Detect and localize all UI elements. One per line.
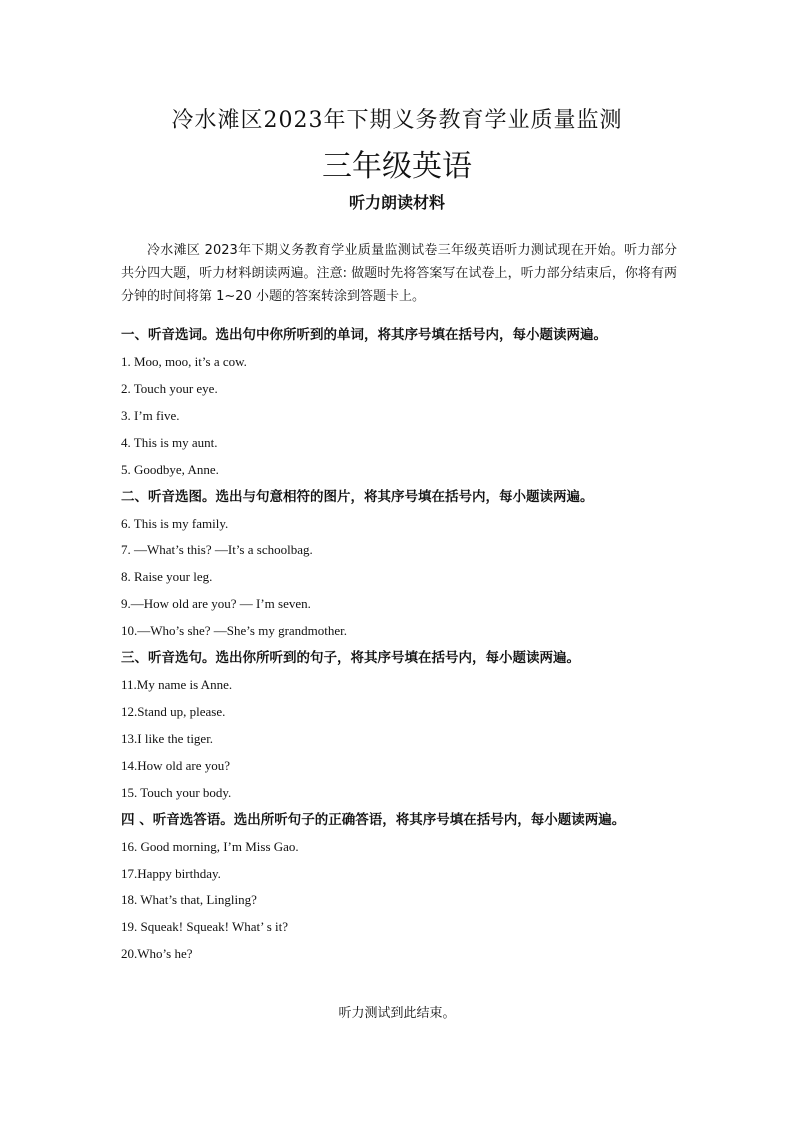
list-item: 12.Stand up, please. xyxy=(121,703,226,719)
list-item: 6. This is my family. xyxy=(121,515,229,531)
list-item: 4. This is my aunt. xyxy=(121,434,218,450)
listening-material-subtitle: 听力朗读材料 xyxy=(348,193,445,212)
list-item: 8. Raise your leg. xyxy=(121,569,213,585)
list-item: 20.Who’s he? xyxy=(121,946,193,962)
list-item: 14.How old are you? xyxy=(121,757,231,773)
list-item: 1. Moo, moo, it’s a cow. xyxy=(121,354,247,369)
list-item: 15. Touch your body. xyxy=(121,784,232,800)
section-heading: 二、听音选图。选出与句意相符的图片，将其序号填在括号内，每小题读两遍。 xyxy=(121,488,594,505)
list-item: 17.Happy birthday. xyxy=(121,865,221,881)
list-item: 7. —What’s this? —It’s a schoolbag. xyxy=(121,542,313,558)
list-item: 18. What’s that, Lingling? xyxy=(121,892,257,908)
list-item: 11.My name is Anne. xyxy=(121,677,233,693)
list-item: 2. Touch your eye. xyxy=(121,380,218,396)
intro-paragraph: 冷水滩区 2023年下期义务教育学业质量监测试卷三年级英语听力测试现在开始。听力部分共分四大题，听力材料朗读两遍。注意: 做题时先将答案写在试卷上，听力部分结束后，你将有两分钟的时间将第 1~20 小题的答案转涂到答题卡上。 xyxy=(121,243,677,304)
list-item: 16. Good morning, I’m Miss Gao. xyxy=(121,838,299,854)
list-item: 13.I like the tiger. xyxy=(121,730,214,746)
section-heading: 四 、听音选答语。选出所听句子的正确答语，将其序号填在括号内，每小题读两遍。 xyxy=(121,811,626,828)
sections-container xyxy=(121,322,691,968)
list-item: 5. Goodbye, Anne. xyxy=(121,461,219,477)
list-item: 19. Squeak! Squeak! What’ s it? xyxy=(121,919,289,935)
section-heading: 一、听音选词。选出句中你所听到的单词，将其序号填在括号内，每小题读两遍。 xyxy=(121,327,607,343)
exam-title: 冷水滩区2023年下期义务教育学业质量监测 xyxy=(171,108,623,133)
section-heading: 三、听音选句。选出你所听到的句子，将其序号填在括号内，每小题读两遍。 xyxy=(121,650,580,667)
closing-statement: 听力测试到此结束。 xyxy=(338,1006,456,1021)
list-item: 9.—How old are you? — I’m seven. xyxy=(121,596,311,612)
grade-subject-title: 三年级英语 xyxy=(322,149,472,184)
list-item: 3. I’m five. xyxy=(121,407,180,423)
list-item: 10.—Who’s she? —She’s my grandmother. xyxy=(121,623,348,639)
